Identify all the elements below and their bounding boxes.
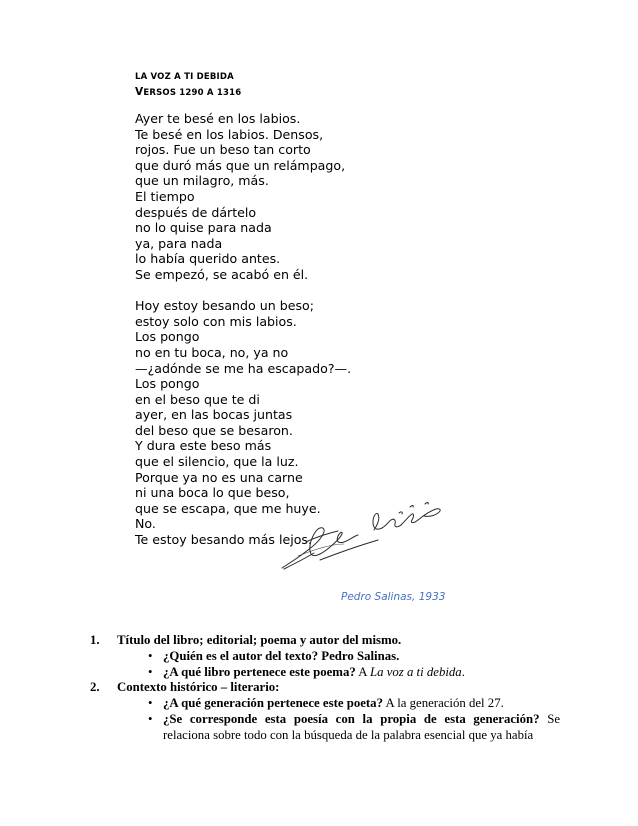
poem-body xyxy=(135,111,495,563)
verses-range-subtitle xyxy=(135,86,241,98)
poem-line: —¿adónde se me ha escapado?—. xyxy=(135,360,352,376)
poem-line: que el silencio, que la luz. xyxy=(135,454,299,470)
section-title: Contexto histórico – literario: xyxy=(117,680,280,695)
bullet-icon: • xyxy=(148,696,153,711)
bullet-icon: • xyxy=(148,648,153,663)
signature-icon xyxy=(278,498,448,573)
author-attribution: Pedro Salinas, 1933 xyxy=(341,591,446,603)
poem-line: ayer, en las bocas juntas xyxy=(135,407,293,423)
poem-line: después de dártelo xyxy=(135,204,257,220)
subtitle-rest: ERSOS 1290 A 1316 xyxy=(143,88,242,98)
question-item xyxy=(90,696,560,712)
question-text: ¿Se corresponde esta poesía con la propia de esta generación? xyxy=(163,711,540,726)
poem-line: Porque ya no es una carne xyxy=(135,469,303,485)
poem-line: lo había querido antes. xyxy=(135,251,281,267)
poem-stanza xyxy=(135,111,495,283)
question-section xyxy=(90,633,560,649)
answer-prefix: A xyxy=(355,664,370,679)
question-text: ¿Quién es el autor del texto? xyxy=(163,648,319,663)
poem-line: rojos. Fue un beso tan corto xyxy=(135,142,311,158)
question-item xyxy=(90,649,560,665)
bullet-icon: • xyxy=(148,711,153,726)
poem-line: ya, para nada xyxy=(135,235,223,251)
answer-text: Se relaciona sobre todo con la búsqueda de la palabra esencial que ya había xyxy=(163,711,560,742)
question-text: ¿A qué generación pertenece este poeta? xyxy=(163,696,383,711)
question-text: ¿A qué libro pertenece este poema? xyxy=(163,664,356,679)
poem-line: Los pongo xyxy=(135,329,200,345)
question-item xyxy=(90,665,560,681)
poem-line: Se empezó, se acabó en él. xyxy=(135,266,309,282)
poem-line: Te estoy besando más lejos. xyxy=(135,532,312,548)
poem-line: Te besé en los labios. Densos, xyxy=(135,126,324,142)
poem-line: Y dura este beso más xyxy=(135,438,272,454)
section-number: 1. xyxy=(90,633,100,647)
poem-line: no en tu boca, no, ya no xyxy=(135,344,289,360)
bullet-icon: • xyxy=(148,664,153,679)
poem-line: No. xyxy=(135,516,156,532)
poem-line: en el beso que te di xyxy=(135,391,260,407)
poem-line: El tiempo xyxy=(135,188,195,204)
subtitle-initial: V xyxy=(135,86,144,98)
poem-line: ni una boca lo que beso, xyxy=(135,485,290,501)
question-item xyxy=(90,712,560,744)
question-section xyxy=(90,680,560,696)
poem-line: Hoy estoy besando un beso; xyxy=(135,298,314,314)
poem-line: Ayer te besé en los labios. xyxy=(135,111,301,126)
poem-line: Los pongo xyxy=(135,376,200,392)
poem-line: no lo quise para nada xyxy=(135,220,272,236)
book-title: La voz a ti debida xyxy=(369,664,462,679)
answer-suffix: . xyxy=(461,664,465,679)
section-title: Título del libro; editorial; poema y autor del mismo. xyxy=(117,633,402,647)
study-questions xyxy=(90,633,560,744)
poem-line: estoy solo con mis labios. xyxy=(135,313,297,329)
section-number: 2. xyxy=(90,680,100,695)
poem-collection-title: LA VOZ A TI DEBIDA xyxy=(135,72,234,82)
answer-text: Pedro Salinas. xyxy=(318,648,400,663)
poem-line: del beso que se besaron. xyxy=(135,422,293,438)
poem-line: que se escapa, que me huye. xyxy=(135,500,321,516)
answer-text: A la generación del 27. xyxy=(382,696,504,711)
poem-line: que duró más que un relámpago, xyxy=(135,157,346,173)
poem-line: que un milagro, más. xyxy=(135,173,269,189)
